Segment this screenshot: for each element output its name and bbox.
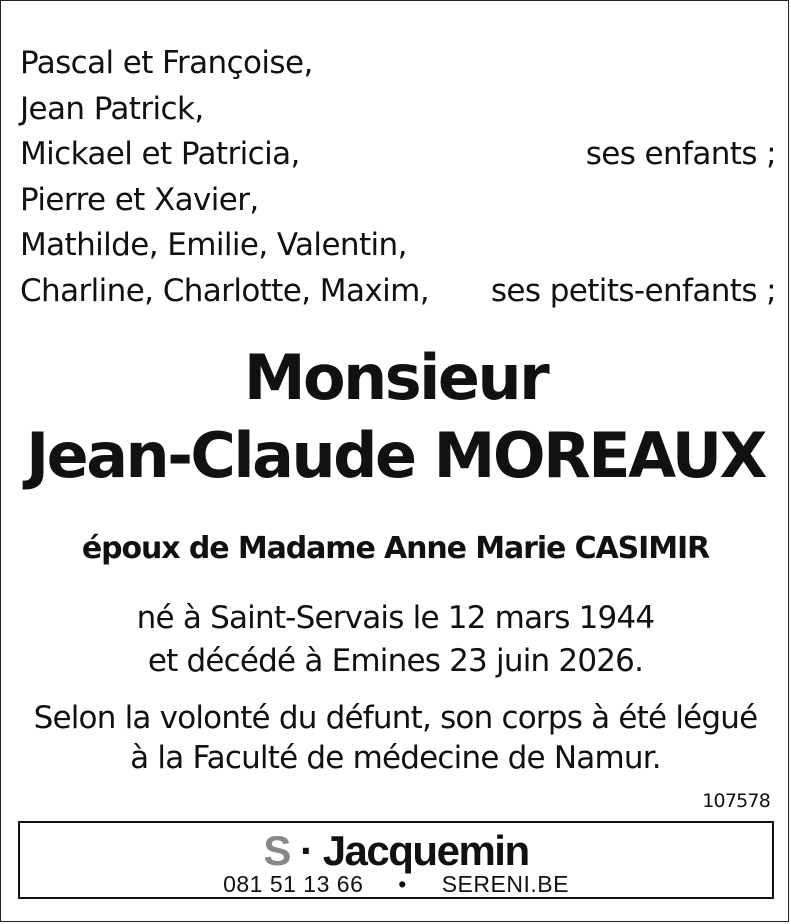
- family-names: Pierre et Xavier,: [20, 181, 259, 218]
- deceased-heading: [1, 339, 790, 495]
- reference-number: 107578: [702, 790, 770, 812]
- deceased-name: Jean-Claude MOREAUX: [26, 419, 765, 492]
- funeral-home-name: [20, 827, 772, 875]
- spouse-line: époux de Madame Anne Marie CASIMIR: [81, 531, 710, 566]
- birth-line: né à Saint-Servais le 12 mars 1944: [136, 600, 655, 636]
- family-line: [20, 178, 776, 224]
- family-line: [20, 87, 776, 133]
- will-line: Selon la volonté du défunt, son corps à été légué: [33, 700, 758, 736]
- family-line: [20, 223, 776, 269]
- phone-number: 081 51 13 66: [223, 871, 364, 897]
- family-relation: ses petits-enfants ;: [490, 272, 776, 309]
- funeral-home-title: · Jacquemin: [300, 827, 529, 874]
- family-line: [20, 132, 776, 178]
- family-names: Mickael et Patricia,: [20, 136, 300, 172]
- family-names: Pascal et Françoise,: [20, 45, 313, 81]
- family-list: [20, 41, 776, 314]
- will-line: à la Faculté de médecine de Namur.: [130, 740, 661, 776]
- family-line: [20, 269, 776, 315]
- family-names: Jean Patrick,: [20, 90, 204, 127]
- life-dates: [1, 597, 790, 683]
- death-line: et décédé à Emines 23 juin 2026.: [147, 643, 644, 679]
- funeral-home-box: [18, 821, 774, 899]
- funeral-contact: [20, 871, 772, 897]
- family-line: [20, 41, 776, 87]
- will-statement: [1, 698, 790, 778]
- deceased-title: Monsieur: [243, 341, 548, 414]
- family-relation: ses enfants ;: [585, 136, 776, 172]
- website-link[interactable]: SERENI.BE: [441, 871, 569, 897]
- family-names: Charline, Charlotte, Maxim,: [20, 272, 429, 309]
- family-names: Mathilde, Emilie, Valentin,: [20, 227, 407, 263]
- funeral-logo-letter: S: [263, 827, 290, 874]
- bullet-separator: •: [398, 871, 407, 897]
